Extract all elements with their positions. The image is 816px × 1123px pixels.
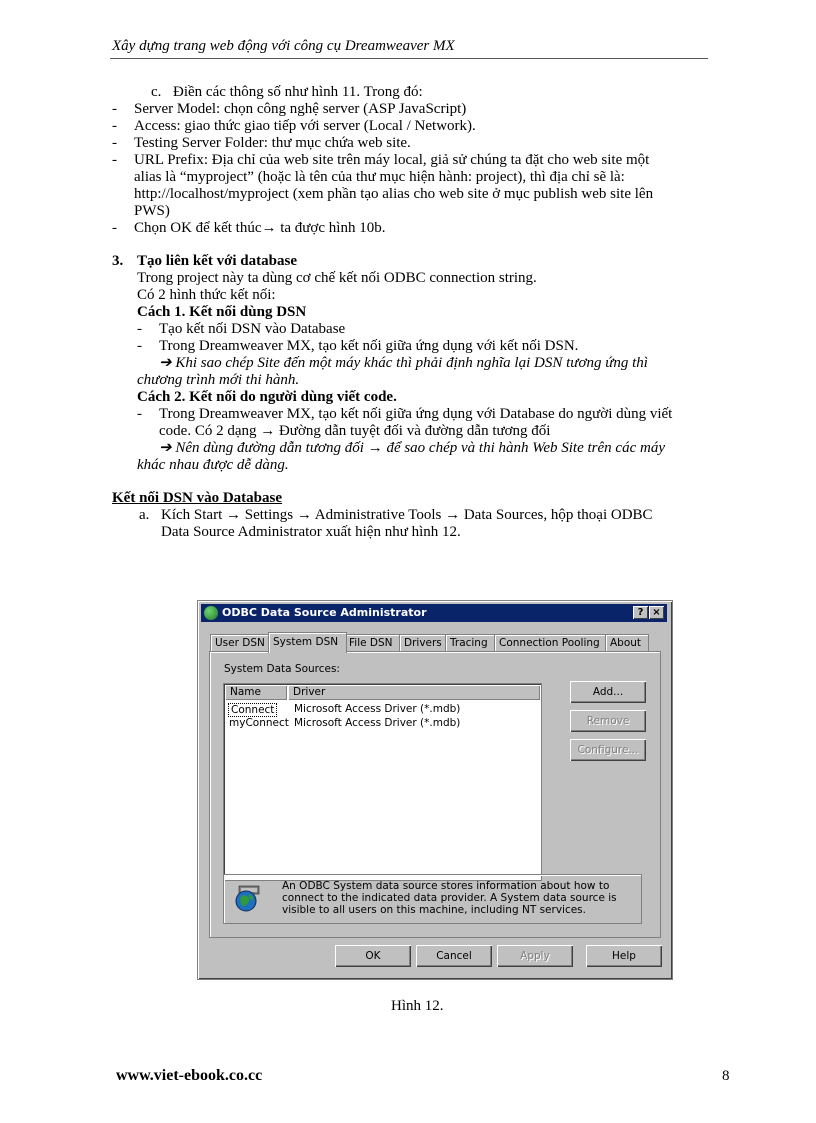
- configure-button[interactable]: Configure...: [570, 739, 646, 761]
- way1-bullet: Trong Dreamweaver MX, tạo kết nối giữa ứng dụng với kết nối DSN.: [159, 338, 579, 354]
- way2-note: khác nhau được dễ dàng.: [137, 457, 289, 473]
- dialog-title: ODBC Data Source Administrator: [222, 606, 427, 619]
- list-item-driver[interactable]: Microsoft Access Driver (*.mdb): [294, 703, 461, 715]
- bullet-dash: -: [137, 406, 142, 422]
- close-icon[interactable]: ×: [649, 606, 664, 619]
- footer-website: www.viet-ebook.co.cc: [116, 1067, 263, 1084]
- info-text: An ODBC System data source stores information about how to connect to the indicated data provider. A System data source is visible to all users on this machine, including NT services.: [282, 880, 617, 916]
- tab-about[interactable]: About: [605, 634, 649, 652]
- add-button[interactable]: Add...: [570, 681, 646, 703]
- odbc-globe-icon: [204, 606, 218, 620]
- info-box: [223, 874, 642, 924]
- way2-title: Cách 2. Kết nối do người dùng viết code.: [137, 389, 397, 405]
- dsn-section-title: Kết nối DSN vào Database: [112, 490, 283, 506]
- data-sources-list[interactable]: [223, 683, 542, 881]
- step-c-label: c.: [151, 84, 162, 100]
- help-icon[interactable]: ?: [633, 606, 648, 619]
- bullet-dash: -: [112, 152, 117, 168]
- list-item-name[interactable]: myConnect: [229, 717, 289, 729]
- section-title: Tạo liên kết với database: [137, 253, 297, 269]
- url-prefix-line: alias là “myproject” (hoặc là tên của thư mục hiện hành: project), thì địa chỉ sẽ là:: [134, 169, 625, 185]
- bullet-testing-folder: Testing Server Folder: thư mục chứa web site.: [134, 135, 411, 151]
- tab-drivers[interactable]: Drivers: [399, 634, 448, 652]
- list-item-name[interactable]: Connect: [228, 703, 277, 717]
- apply-button[interactable]: Apply: [497, 945, 573, 967]
- bullet-access: Access: giao thức giao tiếp với server (Local / Network).: [134, 118, 476, 134]
- odbc-dialog: [197, 600, 673, 980]
- section-intro: Trong project này ta dùng cơ chế kết nối ODBC connection string.: [137, 270, 537, 286]
- bullet-ok: Chọn OK để kết thúc→ ta được hình 10b.: [134, 220, 386, 236]
- way1-note: ➔ Khi sao chép Site đến một máy khác thì phải định nghĩa lại DSN tương ứng thì: [159, 355, 648, 371]
- section-number: 3.: [112, 253, 124, 269]
- tab-tracing[interactable]: Tracing: [445, 634, 497, 652]
- way2-bullet: code. Có 2 dạng → Đường dẫn tuyệt đối và đường dẫn tương đối: [159, 423, 551, 439]
- dialog-titlebar: [201, 604, 667, 622]
- list-item-driver[interactable]: Microsoft Access Driver (*.mdb): [294, 717, 461, 729]
- cancel-button[interactable]: Cancel: [416, 945, 492, 967]
- way1-note: chương trình mới thi hành.: [137, 372, 300, 388]
- section-intro: Có 2 hình thức kết nối:: [137, 287, 276, 303]
- system-data-sources-label: System Data Sources:: [224, 663, 340, 675]
- figure-caption: Hình 12.: [391, 998, 444, 1014]
- url-prefix-line: PWS): [134, 203, 170, 219]
- tab-user-dsn[interactable]: User DSN: [210, 634, 270, 652]
- tab-file-dsn[interactable]: File DSN: [344, 634, 402, 652]
- tab-connection-pooling[interactable]: Connection Pooling: [494, 634, 608, 652]
- way2-bullet: Trong Dreamweaver MX, tạo kết nối giữa ứng dụng với Database do người dùng viết: [159, 406, 673, 422]
- bullet-dash: -: [112, 220, 117, 236]
- step-a-text: Data Source Administrator xuất hiện như hình 12.: [161, 524, 461, 540]
- way2-note: ➔ Nên dùng đường dẫn tương đối → để sao chép và thi hành Web Site trên các máy: [159, 440, 665, 456]
- way1-title: Cách 1. Kết nối dùng DSN: [137, 304, 307, 320]
- bullet-dash: -: [137, 321, 142, 337]
- bullet-dash: -: [137, 338, 142, 354]
- header-divider: [110, 58, 708, 59]
- bullet-dash: -: [112, 135, 117, 151]
- bullet-dash: -: [112, 101, 117, 117]
- bullet-server-model: Server Model: chọn công nghệ server (ASP JavaScript): [134, 101, 467, 117]
- tab-system-dsn[interactable]: System DSN: [268, 632, 347, 653]
- remove-button[interactable]: Remove: [570, 710, 646, 732]
- page-number: 8: [722, 1068, 730, 1084]
- column-header-driver[interactable]: Driver: [288, 685, 540, 700]
- url-prefix-line: URL Prefix: Địa chỉ của web site trên máy local, giả sử chúng ta đặt cho web site một: [134, 152, 650, 168]
- url-prefix-line: http://localhost/myproject (xem phần tạo alias cho web site ở mục publish web site lên: [134, 186, 654, 202]
- step-a-label: a.: [139, 507, 150, 523]
- step-a-text: Kích Start → Settings → Administrative Tools → Data Sources, hộp thoại ODBC: [161, 507, 653, 523]
- column-header-name[interactable]: Name: [225, 685, 287, 700]
- step-c-text: Điền các thông số như hình 11. Trong đó:: [173, 84, 423, 100]
- bullet-dash: -: [112, 118, 117, 134]
- help-button[interactable]: Help: [586, 945, 662, 967]
- way1-bullet: Tạo kết nối DSN vào Database: [159, 321, 346, 337]
- running-header: Xây dựng trang web động với công cụ Dreamweaver MX: [112, 38, 455, 54]
- odbc-globe-icon: [234, 884, 262, 912]
- ok-button[interactable]: OK: [335, 945, 411, 967]
